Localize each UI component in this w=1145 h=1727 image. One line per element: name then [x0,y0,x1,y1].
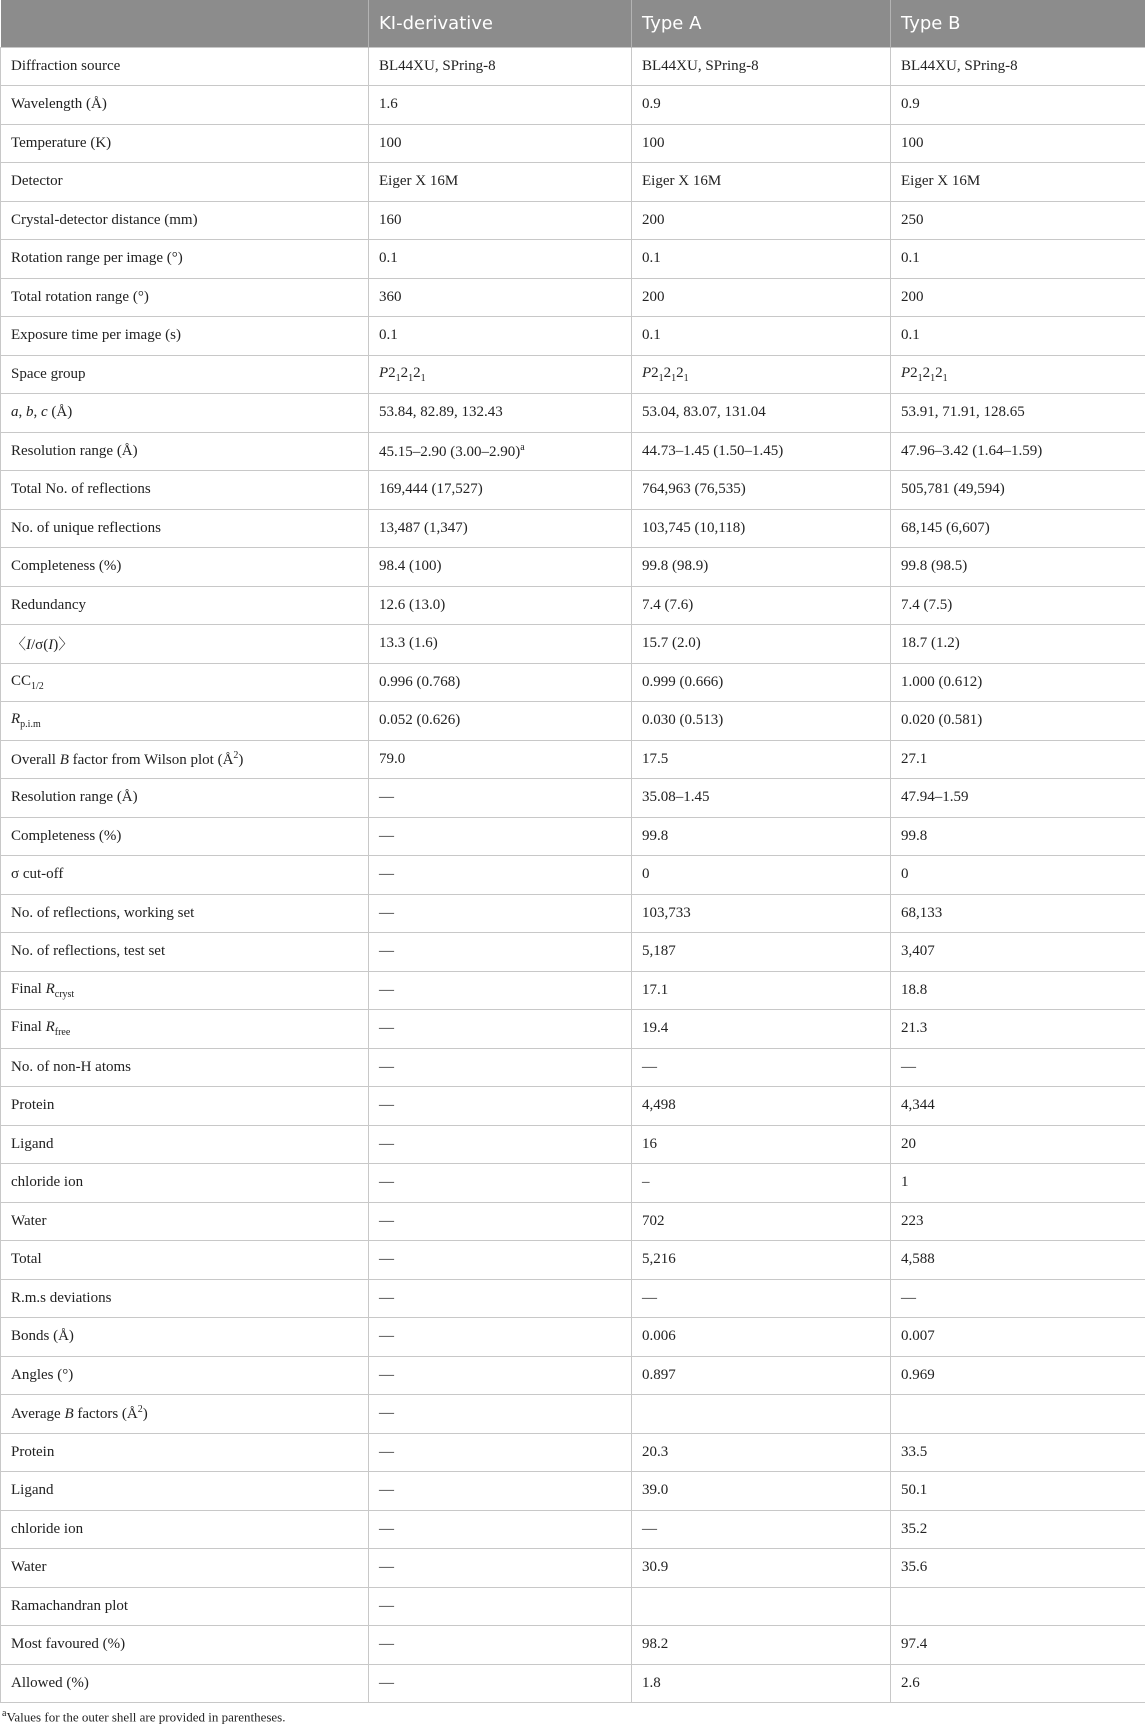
table-cell: 12.6 (13.0) [369,586,632,625]
row-label: Completeness (%) [1,548,369,587]
row-label: Final $R_{cryst}$ [1,971,369,1010]
table-cell: — [369,1549,632,1588]
table-cell: 98.4 (100) [369,548,632,587]
table-row [1,548,1145,587]
table-cell: — [369,1087,632,1126]
table-cell: 0.897 [632,1356,891,1395]
row-label: Total No. of reflections [1,471,369,510]
table-cell: 44.73–1.45 (1.50–1.45) [632,432,891,471]
table-cell: – [632,1164,891,1203]
table-cell: — [369,1664,632,1703]
table-cell: 50.1 [891,1472,1145,1511]
table-row [1,1510,1145,1549]
table-row [1,47,1145,86]
table-cell: 99.8 (98.9) [632,548,891,587]
table-cell: 20.3 [632,1433,891,1472]
table-cell: 4,588 [891,1241,1145,1280]
table-row [1,394,1145,433]
row-label: Total [1,1241,369,1280]
table-cell: — [891,1279,1145,1318]
table-cell: — [369,1510,632,1549]
row-label: Protein [1,1087,369,1126]
table-cell: — [891,1048,1145,1087]
row-label: Ligand [1,1472,369,1511]
table-cell: 103,733 [632,894,891,933]
table-cell: 250 [891,201,1145,240]
table-cell: 0.1 [891,240,1145,279]
table-cell: — [369,1356,632,1395]
header-cell-type-b: Type B [891,0,1145,47]
table-cell: 47.96–3.42 (1.64–1.59) [891,432,1145,471]
table-row [1,1087,1145,1126]
table-cell: 98.2 [632,1626,891,1665]
table-cell: — [632,1048,891,1087]
table-cell: 4,344 [891,1087,1145,1126]
table-row [1,1549,1145,1588]
table-cell: 53.91, 71.91, 128.65 [891,394,1145,433]
table-row [1,509,1145,548]
table-cell: 13.3 (1.6) [369,625,632,664]
table-cell: BL44XU, SPring-8 [891,47,1145,86]
row-label: Final $R_{free}$ [1,1010,369,1049]
table-cell: 0.030 (0.513) [632,702,891,741]
row-label: Allowed (%) [1,1664,369,1703]
table-cell: 39.0 [632,1472,891,1511]
table-cell: BL44XU, SPring-8 [632,47,891,86]
row-label: Completeness (%) [1,817,369,856]
table-row [1,971,1145,1010]
table-row [1,1241,1145,1280]
table-cell: 100 [369,124,632,163]
table-row [1,663,1145,702]
table-cell: — [369,1202,632,1241]
row-label: Exposure time per image (s) [1,317,369,356]
table-cell: 53.84, 82.89, 132.43 [369,394,632,433]
row-label: R.m.s deviations [1,1279,369,1318]
row-label: Temperature (K) [1,124,369,163]
table-cell: — [369,1626,632,1665]
table-cell: 0.052 (0.626) [369,702,632,741]
table-cell [891,1587,1145,1626]
table-cell: 35.2 [891,1510,1145,1549]
table-row [1,817,1145,856]
table-cell: 103,745 (10,118) [632,509,891,548]
table-cell: 0.1 [891,317,1145,356]
row-label: Average B factors $(Å^2)$ [1,1395,369,1434]
table-cell: — [369,856,632,895]
table-row [1,1164,1145,1203]
row-label: Most favoured (%) [1,1626,369,1665]
table-cell: Eiger X 16M [891,163,1145,202]
table-row [1,1279,1145,1318]
table-cell: 0.1 [632,240,891,279]
table-cell: — [369,1472,632,1511]
table-row [1,740,1145,779]
table-cell: — [369,1241,632,1280]
table-row [1,163,1145,202]
table-cell: 21.3 [891,1010,1145,1049]
table-row [1,1626,1145,1665]
table-cell: 1.000 (0.612) [891,663,1145,702]
table-cell: BL44XU, SPring-8 [369,47,632,86]
table-row [1,432,1145,471]
table-row [1,1356,1145,1395]
row-label: Detector [1,163,369,202]
table-row [1,779,1145,818]
table-cell: 5,216 [632,1241,891,1280]
table-row [1,124,1145,163]
table-cell: 20 [891,1125,1145,1164]
table-row [1,278,1145,317]
table-cell: 169,444 (17,527) [369,471,632,510]
row-label: Water [1,1549,369,1588]
table-cell [632,1395,891,1434]
table-cell: 18.8 [891,971,1145,1010]
table-cell: — [369,1433,632,1472]
table-cell: 0.969 [891,1356,1145,1395]
table-cell: 4,498 [632,1087,891,1126]
table-cell: 100 [891,124,1145,163]
table-cell: 97.4 [891,1626,1145,1665]
row-label: Angles (°) [1,1356,369,1395]
row-label: Diffraction source [1,47,369,86]
row-label: σ cut-off [1,856,369,895]
row-label: Overall B factor from Wilson plot $(Å^2)$ [1,740,369,779]
table-body [1,47,1145,1703]
row-label: $CC_{1/2}$ [1,663,369,702]
table-cell: 223 [891,1202,1145,1241]
table-row [1,1664,1145,1703]
table-row [1,586,1145,625]
table-cell: 18.7 (1.2) [891,625,1145,664]
table-cell: 45.15–2.90 $(3.00-2.90)^a$ [369,432,632,471]
table-cell: — [369,1587,632,1626]
row-label: Wavelength (Å) [1,86,369,125]
table-cell: 1.6 [369,86,632,125]
row-label: chloride ion [1,1164,369,1203]
table-cell: 99.8 (98.5) [891,548,1145,587]
row-label: Resolution range (Å) [1,779,369,818]
row-label: Total rotation range (°) [1,278,369,317]
table-cell: 0.1 [369,240,632,279]
table-cell: — [369,817,632,856]
table-cell: — [369,779,632,818]
table-row [1,1318,1145,1357]
row-label: No. of reflections, working set [1,894,369,933]
table-cell: 79.0 [369,740,632,779]
table-cell: 68,145 (6,607) [891,509,1145,548]
row-label: Redundancy [1,586,369,625]
table-cell: 0.020 (0.581) [891,702,1145,741]
table-cell: — [369,971,632,1010]
table-cell: — [369,1318,632,1357]
table-cell: 0 [632,856,891,895]
table-row [1,1395,1145,1434]
table-row [1,317,1145,356]
table-cell: 702 [632,1202,891,1241]
table-cell: 0.9 [891,86,1145,125]
table-cell: 15.7 (2.0) [632,625,891,664]
table-cell: 160 [369,201,632,240]
header-cell-type-a: Type A [632,0,891,47]
table-cell: 0.996 (0.768) [369,663,632,702]
table-cell: 13,487 (1,347) [369,509,632,548]
row-label: 〈I/σ(I)〉 [1,625,369,664]
table-row [1,1587,1145,1626]
table-cell: 0.1 [632,317,891,356]
table-row [1,1125,1145,1164]
table-cell: 19.4 [632,1010,891,1049]
table-cell: 1.8 [632,1664,891,1703]
table-cell: 360 [369,278,632,317]
table-cell: 200 [632,278,891,317]
table-cell: 7.4 (7.6) [632,586,891,625]
row-label: No. of non-H atoms [1,1048,369,1087]
table-cell: 99.8 [891,817,1145,856]
table-row [1,1048,1145,1087]
row-label: Resolution range (Å) [1,432,369,471]
row-label: Bonds (Å) [1,1318,369,1357]
table-row [1,1010,1145,1049]
table-cell: 17.5 [632,740,891,779]
row-label: Protein [1,1433,369,1472]
table-cell: 505,781 (49,594) [891,471,1145,510]
table-cell: 5,187 [632,933,891,972]
table-row [1,1202,1145,1241]
table-cell: 47.94–1.59 [891,779,1145,818]
table-cell: — [369,1048,632,1087]
row-label: a, b, c (Å) [1,394,369,433]
table-cell: 7.4 (7.5) [891,586,1145,625]
header-cell-blank [1,0,369,47]
table-row [1,933,1145,972]
table-cell: 0.9 [632,86,891,125]
table-cell: 30.9 [632,1549,891,1588]
table-row [1,625,1145,664]
table-cell: 0.006 [632,1318,891,1357]
table-cell: — [369,1125,632,1164]
table-cell: 3,407 [891,933,1145,972]
table-cell: Eiger X 16M [369,163,632,202]
table-row [1,1472,1145,1511]
table-cell: 200 [891,278,1145,317]
header-cell-ki-derivative: KI-derivative [369,0,632,47]
table-cell: — [369,933,632,972]
row-label: Space group [1,355,369,394]
table-cell: 53.04, 83.07, 131.04 [632,394,891,433]
table-row [1,355,1145,394]
table-cell: — [632,1510,891,1549]
table-row [1,471,1145,510]
table-cell: Eiger X 16M [632,163,891,202]
row-label: $R_{p.i.m}$ [1,702,369,741]
table-cell: 100 [632,124,891,163]
row-label: Ligand [1,1125,369,1164]
table-row [1,856,1145,895]
table-cell: $P2_12_12_1$ [632,355,891,394]
table-cell: — [369,894,632,933]
table-cell: 27.1 [891,740,1145,779]
row-label: Water [1,1202,369,1241]
table-cell: 2.6 [891,1664,1145,1703]
row-label: No. of reflections, test set [1,933,369,972]
table-cell: 16 [632,1125,891,1164]
table-row [1,201,1145,240]
table-cell [632,1587,891,1626]
table-cell: 764,963 (76,535) [632,471,891,510]
table-cell [891,1395,1145,1434]
table-row [1,86,1145,125]
footnote: $^a$Values for the outer shell are provided in parentheses. [2,1708,286,1725]
table-row [1,894,1145,933]
table-cell: 0.1 [369,317,632,356]
table-cell: — [369,1010,632,1049]
table-cell: $P2_12_12_1$ [369,355,632,394]
table-cell: 35.08–1.45 [632,779,891,818]
table-cell: 33.5 [891,1433,1145,1472]
table-cell: 99.8 [632,817,891,856]
table-cell: 200 [632,201,891,240]
table-cell: — [369,1395,632,1434]
row-label: No. of unique reflections [1,509,369,548]
table-row [1,702,1145,741]
table-cell: 0 [891,856,1145,895]
row-label: Ramachandran plot [1,1587,369,1626]
row-label: Crystal-detector distance (mm) [1,201,369,240]
table-cell: 1 [891,1164,1145,1203]
row-label: Rotation range per image (°) [1,240,369,279]
table-cell: 35.6 [891,1549,1145,1588]
table-row [1,1433,1145,1472]
header-row [1,0,1145,47]
table-cell: 0.999 (0.666) [632,663,891,702]
table-cell: 17.1 [632,971,891,1010]
table-cell: — [369,1164,632,1203]
table-cell: 68,133 [891,894,1145,933]
row-label: chloride ion [1,1510,369,1549]
table-row [1,240,1145,279]
table-cell: 0.007 [891,1318,1145,1357]
table-cell: — [369,1279,632,1318]
table-cell: — [632,1279,891,1318]
table-cell: $P2_12_12_1$ [891,355,1145,394]
